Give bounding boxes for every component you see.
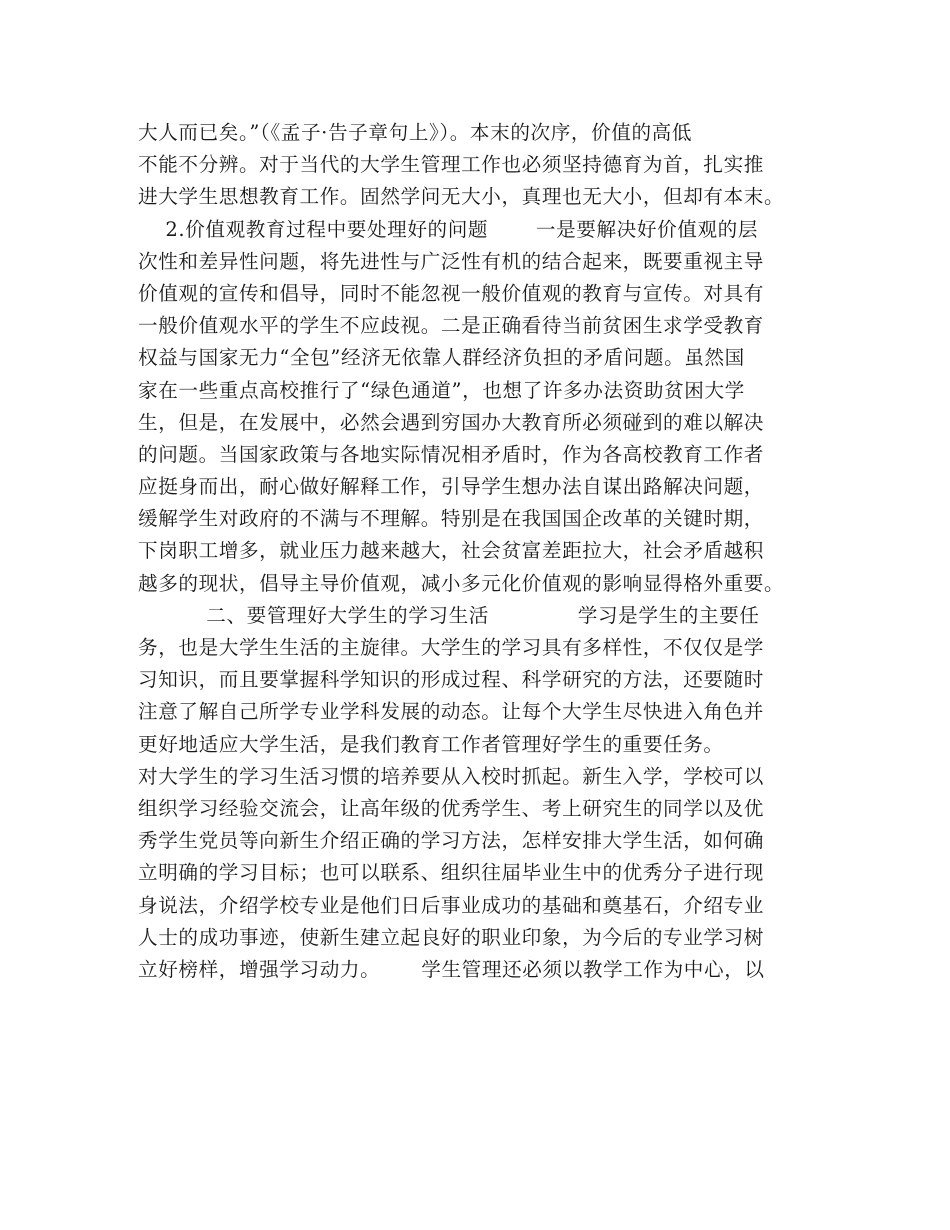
text-line: 进大学生思想教育工作。固然学问无大小，真理也无大小，但却有本末。 <box>138 185 785 209</box>
text-line: 的问题。当国家政策与各地实际情况相矛盾时，作为各高校教育工作者 <box>138 442 765 466</box>
body-text <box>138 117 828 986</box>
text-line: 更好地适应大学生活，是我们教育工作者管理好学生的重要任务。 <box>138 732 724 756</box>
text-line: 习知识，而且要掌握科学知识的形成过程、科学研究的方法，还要随时 <box>138 668 765 692</box>
text-line: 人士的成功事迹，使新生建立起良好的职业印象，为今后的专业学习树 <box>138 925 765 949</box>
text-line: 对大学生的学习生活习惯的培养要从入校时抓起。新生入学，学校可以 <box>138 764 765 788</box>
section-heading-line: 2.价值观教育过程中要处理好的问题 一是要解决好价值观的层 <box>138 217 759 241</box>
text-line: 价值观的宣传和倡导，同时不能忽视一般价值观的教育与宣传。对具有 <box>138 281 765 305</box>
text-line: 次性和差异性问题，将先进性与广泛性有机的结合起来，既要重视主导 <box>138 249 765 273</box>
text-line: 越多的现状，倡导主导价值观，减小多元化价值观的影响显得格外重要。 <box>138 571 785 595</box>
text-line: 立好榜样，增强学习动力。 学生管理还必须以教学工作为中心，以 <box>138 957 765 981</box>
text-line: 组织学习经验交流会，让高年级的优秀学生、考上研究生的同学以及优 <box>138 796 765 820</box>
text-line: 大人而已矣。”（《孟子·告子章句上》）。本末的次序，价值的高低 <box>138 121 693 144</box>
text-line: 秀学生党员等向新生介绍正确的学习方法，怎样安排大学生活，如何确 <box>138 829 765 853</box>
text-line: 下岗职工增多，就业压力越来越大，社会贫富差距拉大，社会矛盾越积 <box>138 539 765 563</box>
text-line: 缓解学生对政府的不满与不理解。特别是在我国国企改革的关键时期， <box>138 507 765 531</box>
text-line: 家在一些重点高校推行了“绿色通道”，也想了许多办法资助贫困大学 <box>138 378 745 402</box>
text-line: 不能不分辨。对于当代的大学生管理工作也必须坚持德育为首，扎实推 <box>138 153 765 177</box>
text-line: 务，也是大学生生活的主旋律。大学生的学习具有多样性，不仅仅是学 <box>138 636 765 659</box>
section-heading-line: 二、要管理好大学生的学习生活 学习是学生的主要任 <box>138 603 760 627</box>
text-line: 立明确的学习目标；也可以联系、组织往届毕业生中的优秀分子进行现 <box>138 861 765 885</box>
text-line: 应挺身而出，耐心做好解释工作，引导学生想办法自谋出路解决问题， <box>138 475 765 499</box>
text-line: 注意了解自己所学专业学科发展的动态。让每个大学生尽快进入角色并 <box>138 700 765 724</box>
text-line: 身说法，介绍学校专业是他们日后事业成功的基础和奠基石，介绍专业 <box>138 893 765 917</box>
text-line: 一般价值观水平的学生不应歧视。二是正确看待当前贫困生求学受教育 <box>138 314 765 338</box>
text-line: 权益与国家无力“全包”经济无依靠人群经济负担的矛盾问题。虽然国 <box>138 346 745 370</box>
text-line: 生，但是，在发展中，必然会遇到穷国办大教育所必须碰到的难以解决 <box>138 410 765 434</box>
